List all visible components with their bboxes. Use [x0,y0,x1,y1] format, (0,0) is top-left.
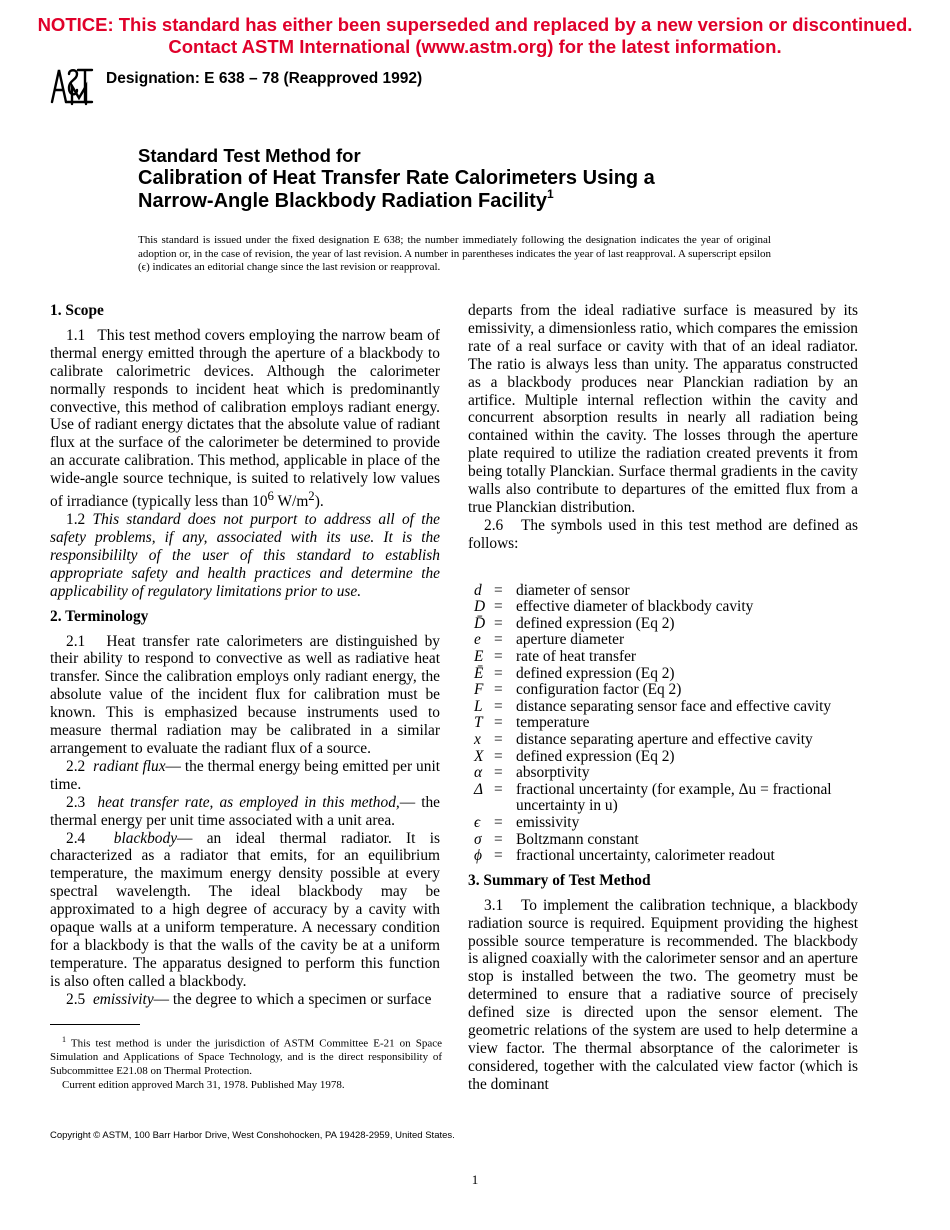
paragraph-2-3 [50,794,440,830]
symbol: X [474,747,484,765]
equals-sign: = [494,847,503,865]
clause-text: — an ideal thermal radiator. It is characterized as a radiator that emits, for an equilibrium temperature, the maximum energy density possible at every spectral wavelength. The ideal blackbody may be approximated to a high degree of accuracy by a cavity with opaque walls at a uniform temperature. A necessary condition for a blackbody is that the walls of the cavity be at a uniform temperature. The apparatus designed to perform this function is also often called a blackbody. [50,829,440,990]
footnote-text: This test method is under the jurisdiction of ASTM Committee E-21 on Space Simulation and Applications of Space Technology, and is the direct responsibility of Subcommittee E21.08 on Thermal Protection. [50,1037,442,1078]
title-line-1: Standard Test Method for [138,145,361,166]
clause-number: 1.1 [66,326,86,344]
clause-number: 3.1 [484,896,504,914]
footnote-1 [50,1033,442,1079]
paragraph-3-1 [468,897,858,1094]
clause-text: — the thermal energy per unit time associated with a unit area. [50,793,440,829]
symbol-row [474,699,858,716]
symbol: ϵ [474,814,481,831]
symbol-definition: configuration factor (Eq 2) [516,681,682,699]
equals-sign: = [494,764,503,782]
symbol-definition: effective diameter of blackbody cavity [516,598,754,616]
symbol-definition: aperture diameter [516,631,625,649]
section-heading-terminology: 2. Terminology [50,607,149,625]
symbol: F [474,681,484,699]
defined-term: heat transfer rate, as employed in this method, [97,793,400,811]
equals-sign: = [494,731,503,749]
paragraph-1-2 [50,511,440,601]
symbol: T [474,714,483,732]
symbol: E [474,648,484,666]
equals-sign: = [494,581,503,599]
equals-sign: = [494,631,503,649]
equals-sign: = [494,830,503,848]
symbol: D [474,598,486,616]
clause-number: 2.4 [66,829,86,847]
equals-sign: = [494,780,503,798]
symbol-definition: emissivity [516,814,580,831]
symbol-row [474,616,858,633]
clause-text: To implement the calibration technique, a blackbody radiation source is required. Equipment providing the highest possible source temperature is recommended. The blackbody is aligned coaxially with the calorimeter sensor and an aperture stop is installed between the two. The geometry must be determined to ensure that a radiative source of precisely defined size is directed upon the sensor element. The geometric relations of the system are used to help determine a view factor. The thermal absorptance of the calorimeter is considered, together with the calculated view factor (which is the dominant [468,896,858,1093]
page-number: 1 [471,1172,479,1187]
equals-sign: = [494,714,503,732]
symbol-definition: temperature [516,714,590,732]
notice-line-1: NOTICE: This standard has either been superseded and replaced by a new version or discontinued. [37,14,913,35]
symbol-definition: Boltzmann constant [516,830,639,848]
clause-text: — the degree to which a specimen or surface [153,990,432,1008]
symbol-row [474,732,858,749]
notice-line-2: Contact ASTM International (www.astm.org) for the latest information. [168,36,782,57]
paragraph-2-5-continued: departs from the ideal radiative surface is measured by its emissivity, a dimensionless ratio, which compares the emission rate of a real surface or cavity with that of an ideal radiator. The ratio is always less than unity. The apparatus constructed as a blackbody produces near Planckian radiation by an artifice. Multiple internal reflection within the cavity and concurrent absorption results in nearly all radiation being contained within the cavity. The losses through the aperture plate required to utilize the radiation created prevents it from being totally Planckian. Surface thermal gradients in the cavity walls also contribute to departures of the emitted flux from a true Planckian distribution. [468,302,858,516]
defined-term: blackbody [113,829,178,847]
exponent: 2 [308,489,315,504]
symbol-row [474,749,858,766]
clause-text: The symbols used in this test method are defined as follows: [468,516,859,552]
equals-sign: = [494,681,503,699]
symbol-definition: fractional uncertainty, calorimeter readout [516,847,775,865]
astm-logo-icon [48,64,94,108]
equals-sign: = [494,648,503,666]
symbol-definition: defined expression (Eq 2) [516,664,675,682]
symbol-definition: absorptivity [516,764,590,782]
exponent: 6 [267,489,274,504]
paragraph-2-4 [50,830,440,991]
copyright-notice: Copyright © ASTM, 100 Barr Harbor Drive, West Conshohocken, PA 19428-2959, United States. [50,1130,455,1141]
clause-number: 2.3 [66,793,86,811]
clause-number: 2.1 [66,632,86,650]
clause-text: Heat transfer rate calorimeters are distinguished by their ability to respond to convective as well as radiative heat transfer. Since the calibration employs only radiant energy, the absolute value of the incident flux for calibration must be known. This is emphasized because instruments used to measure thermal radiation may be calibrated in a similar arrangement to evaluate the radiant flux of a source. [50,632,440,757]
superseded-notice [0,14,950,58]
equals-sign: = [494,614,503,632]
symbol-definition: diameter of sensor [516,581,630,599]
symbol: ϕ [474,847,482,865]
right-column [468,302,858,1094]
symbol-row [474,599,858,616]
clause-text: This test method covers employing the narrow beam of thermal energy emitted through the aperture of a blackbody to calibrate calorimetric devices. Although the calorimeter normally responds to incident heat which is predominantly convective, this method of calibration employs radiant energy. Use of radiant energy dictates that the absolute value of radiant flux at the surface of the calorimeter be determined to provide an accurate calibration. This method, applicable in place of the wide-angle source technique, is suited to relatively low values of irradiance (typically less than 10 [50,326,440,511]
symbol-row [474,649,858,666]
clause-number: 2.5 [66,990,86,1008]
footnote-marker: 1 [62,1035,66,1044]
paragraph-2-1 [50,633,440,758]
paragraph-1-1 [50,327,440,511]
paragraph-2-6 [468,517,858,553]
symbol-definition: rate of heat transfer [516,648,637,666]
equals-sign: = [494,598,503,616]
symbol: e [474,631,481,649]
clause-text: This standard does not purport to address all of the safety problems, if any, associated with its use. It is the responsibililty of the user of this standard to establish appropriate safety and health practices and determine the applicability of regulatory limitations prior to use. [50,511,440,600]
defined-term: emissivity [92,990,154,1008]
symbol: Δ [474,780,484,798]
symbol-row [474,832,858,849]
equals-sign: = [494,664,503,682]
symbol-definition: defined expression (Eq 2) [516,747,675,765]
symbol-definition: defined expression (Eq 2) [516,614,675,632]
symbol-row [474,632,858,649]
equals-sign: = [494,697,503,715]
title-line-3: Narrow-Angle Blackbody Radiation Facility [138,190,547,212]
symbol-definition: fractional uncertainty (for example, Δu = fractional uncertainty in u) [516,780,832,815]
symbol-row [474,715,858,732]
symbol: α [474,764,483,782]
section-heading-summary: 3. Summary of Test Method [468,871,651,889]
equals-sign: = [494,814,503,831]
symbol-row [474,782,858,815]
left-column [50,302,440,1009]
symbol: σ [474,830,482,848]
symbol-row [474,583,858,600]
footnote-2: Current edition approved March 31, 1978. Published May 1978. [62,1079,345,1092]
clause-text-end: ). [314,493,324,511]
symbol-row [474,666,858,683]
unit: W/m [273,493,309,511]
clause-number: 1.2 [66,511,86,529]
clause-text: — the thermal energy being emitted per unit time. [50,757,440,793]
clause-number: 2.6 [484,516,504,534]
symbol-row [474,682,858,699]
symbol: d [474,581,482,599]
symbol: Ē [474,664,484,682]
title-line-2: Calibration of Heat Transfer Rate Calorimeters Using a [138,167,655,189]
equals-sign: = [494,747,503,765]
symbol-row [474,765,858,782]
symbol-definition: distance separating sensor face and effective cavity [516,697,832,715]
symbol-row [474,848,858,865]
symbols-table [474,583,858,865]
symbol: x [474,731,481,749]
paragraph-2-2 [50,758,440,794]
title-footnote-marker: 1 [546,187,554,201]
symbol: D̄ [474,614,486,632]
symbol: L [474,697,483,715]
paragraph-2-5 [50,991,440,1009]
symbol-row [474,815,858,832]
footnote-divider [50,1024,140,1025]
clause-number: 2.2 [66,757,86,775]
footnotes [50,1033,442,1093]
symbol-definition: distance separating aperture and effective cavity [516,731,813,749]
designation: Designation: E 638 – 78 (Reapproved 1992) [106,70,423,87]
section-heading-scope: 1. Scope [50,302,104,319]
defined-term: radiant flux [93,757,166,775]
document-title [138,145,818,213]
issue-note: This standard is issued under the fixed designation E 638; the number immediately following the designation indicates the year of original adoption or, in the case of revision, the year of last revision. A number in parentheses indicates the year of last reapproval. A superscript epsilon (ϵ) indicates an editorial change since the last revision or reapproval. [138,234,771,274]
